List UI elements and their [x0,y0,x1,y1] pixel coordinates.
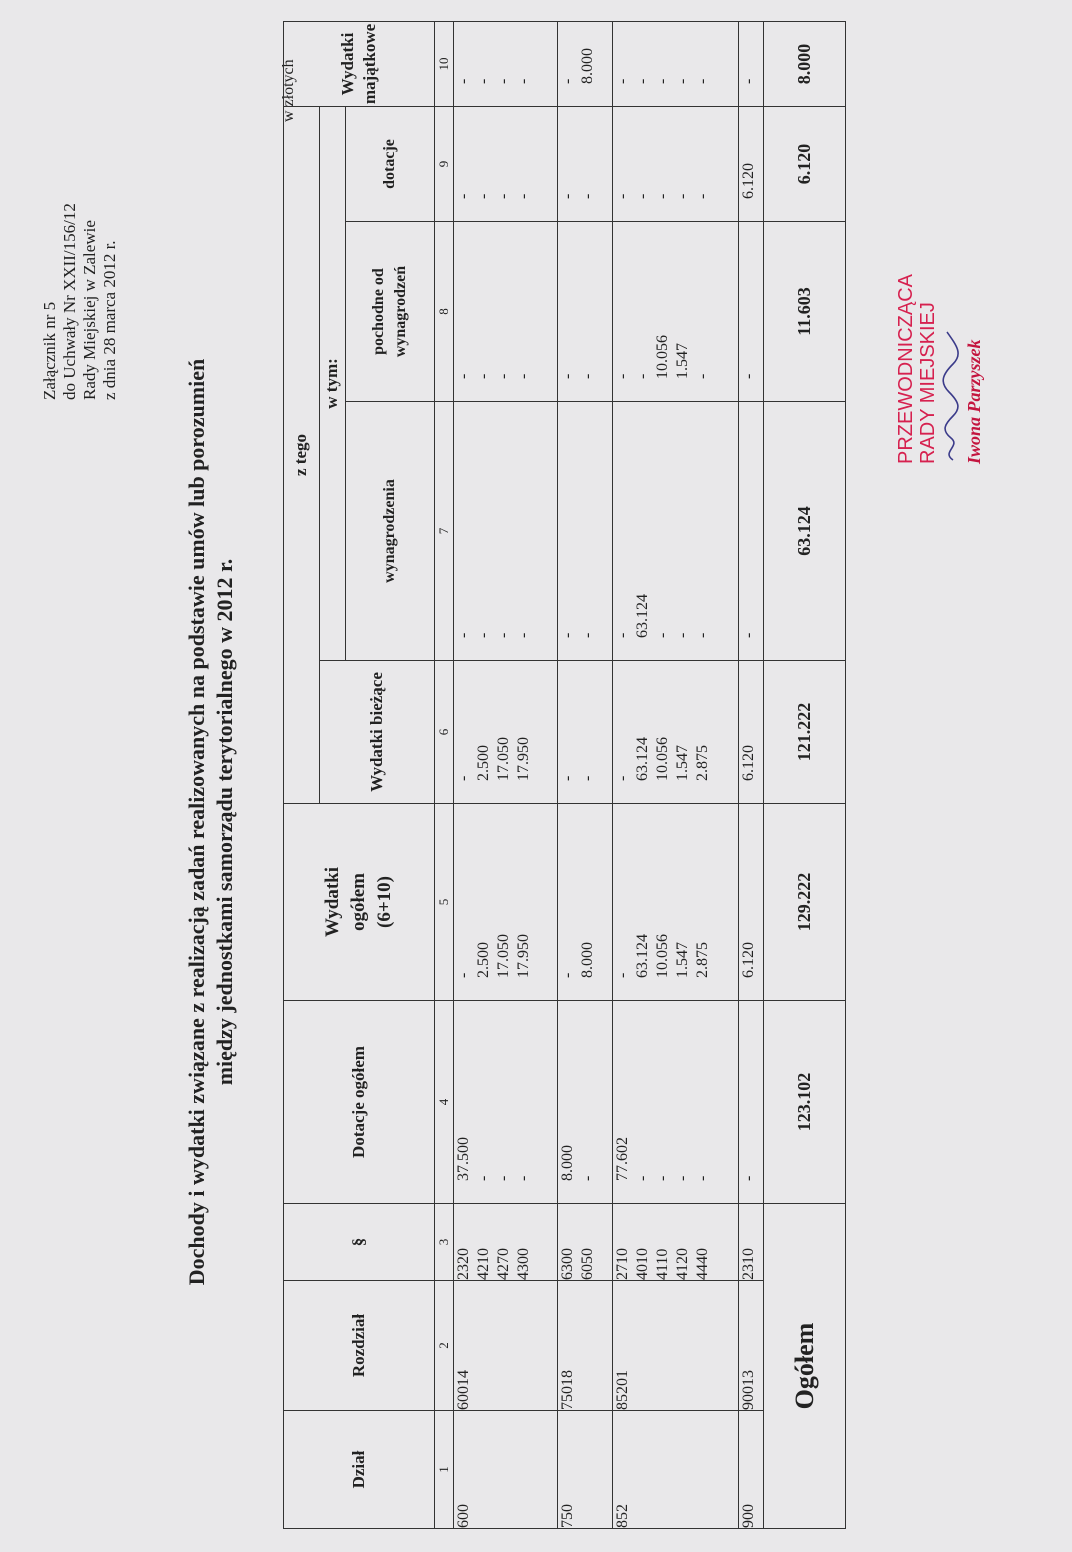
cell-value: - [455,78,473,84]
wydatki-majatkowe-cell [739,21,764,106]
cell-value: 1.547 [673,942,691,978]
cell-value: - [613,373,631,379]
cell-value: 8.000 [578,942,596,978]
cell-value: - [578,373,596,379]
column-number: 8 [434,222,454,402]
header-wydatki-ogolem-line: (6+10) [373,876,395,928]
cell-value: 17.050 [495,737,513,781]
paragraf-cell [454,1204,557,1281]
cell-value: - [633,78,651,84]
cell-value: - [455,373,473,379]
cell-value: - [633,193,651,199]
table-row [739,21,764,1528]
cell-value: 6.120 [740,745,758,781]
dotacje-cell [612,106,738,221]
dzial-cell: 600 [454,1411,557,1529]
header-paragraf: § [284,1204,435,1281]
cell-value: - [693,373,711,379]
wydatki-ogolem-cell [454,804,557,1001]
cell-value: - [475,373,493,379]
wydatki-biezace-cell [557,661,612,804]
cell-value: - [613,972,631,978]
wydatki-ogolem-cell [612,804,738,1001]
cell-value: 10.056 [653,335,671,379]
cell-value: 6.120 [740,163,758,199]
column-number-row [434,21,454,1528]
cell-value: - [740,632,758,638]
cell-value: - [558,775,576,781]
chair-stamp [895,274,985,464]
cell-value: 2310 [740,1248,758,1280]
cell-value: 6300 [558,1248,576,1280]
column-number: 1 [434,1411,454,1529]
signature-scribble [939,324,963,464]
rozdzial-cell: 60014 [454,1281,557,1411]
cell-value: - [633,373,651,379]
cell-value: - [653,78,671,84]
cell-value: - [653,1175,671,1181]
attachment-line: z dnia 28 marca 2012 r. [100,240,119,400]
cell-value: 4210 [475,1248,493,1280]
cell-value: - [475,632,493,638]
attachment-line: Załącznik nr 5 [40,301,59,400]
cell-value: - [653,632,671,638]
dotacje-cell [739,106,764,221]
cell-value: - [613,78,631,84]
cell-value: 2.875 [693,745,711,781]
header-wydatki-ogolem [284,804,435,1001]
cell-value: 2.500 [475,745,493,781]
cell-value: - [515,632,533,638]
cell-value: 17.950 [515,737,533,781]
cell-value: - [495,373,513,379]
attachment-line: Rady Miejskiej w Zalewie [80,220,99,400]
cell-value: - [515,193,533,199]
header-dotacje: dotacje [346,106,434,221]
wydatki-biezace-cell [454,661,557,804]
cell-value: - [578,775,596,781]
cell-value: - [578,632,596,638]
cell-value: 4010 [633,1248,651,1280]
pochodne-cell [557,222,612,402]
wynagrodzenia-cell [612,402,738,661]
cell-value: - [673,632,691,638]
cell-value: 1.547 [673,745,691,781]
wydatki-biezace-cell [739,661,764,804]
cell-value: - [558,373,576,379]
cell-value: - [475,78,493,84]
cell-value: 1.547 [673,343,691,379]
cell-value: - [740,1175,758,1181]
cell-value: - [475,1175,493,1181]
pochodne-cell [454,222,557,402]
attachment-line: do Uchwały Nr XXII/156/12 [60,203,79,400]
pochodne-cell [612,222,738,402]
cell-value: - [455,775,473,781]
cell-value: - [613,632,631,638]
cell-value: 4440 [693,1248,711,1280]
cell-value: - [578,1175,596,1181]
cell-value: - [515,373,533,379]
cell-value: 10.056 [653,737,671,781]
wynagrodzenia-cell [454,402,557,661]
stamp-name: Iwona Parzyszek [964,339,984,464]
cell-value: - [455,972,473,978]
cell-value: 2710 [613,1248,631,1280]
cell-value: - [740,78,758,84]
column-number: 6 [434,661,454,804]
total-wynagrodzenia: 63.124 [764,402,846,661]
header-wydatki-ogolem-line: ogółem [347,872,369,932]
header-wydatki-majatkowe: Wydatki majątkowe [284,21,435,106]
cell-value: 2320 [455,1248,473,1280]
dotacje-cell [454,106,557,221]
cell-value: - [495,1175,513,1181]
total-dotacje: 6.120 [764,106,846,221]
column-number: 4 [434,1001,454,1204]
document-title [183,292,239,1352]
cell-value: - [558,972,576,978]
wydatki-ogolem-cell [739,804,764,1001]
cell-value: - [673,1175,691,1181]
pochodne-cell [739,222,764,402]
dotacje-cell [557,106,612,221]
dotacje-ogolem-cell [557,1001,612,1204]
header-pochodne: pochodne od wynagrodzeń [346,222,434,402]
table-body [454,21,764,1528]
attachment-note [40,203,120,400]
wydatki-majatkowe-cell [454,21,557,106]
cell-value: 2.500 [475,942,493,978]
cell-value: 4110 [653,1248,671,1280]
column-number: 5 [434,804,454,1001]
cell-value: - [578,193,596,199]
header-dzial: Dział [284,1411,435,1529]
cell-value: - [495,632,513,638]
cell-value: - [558,193,576,199]
cell-value: - [653,193,671,199]
cell-value: 37.500 [455,1137,473,1181]
wynagrodzenia-cell [739,402,764,661]
cell-value: - [455,632,473,638]
wynagrodzenia-cell [557,402,612,661]
cell-value: - [693,78,711,84]
total-wydatki-majatkowe: 8.000 [764,21,846,106]
header-dotacje-ogolem: Dotacje ogółem [284,1001,435,1204]
dzial-cell: 750 [557,1411,612,1529]
wydatki-biezace-cell [612,661,738,804]
wydatki-majatkowe-cell [612,21,738,106]
header-z-tego: z tego [284,106,320,803]
cell-value: 2.875 [693,942,711,978]
cell-value: 10.056 [653,934,671,978]
cell-value: 77.602 [613,1137,631,1181]
cell-value: - [495,78,513,84]
table-row [557,21,612,1528]
total-wydatki-biezace: 121.222 [764,661,846,804]
dotacje-ogolem-cell [739,1001,764,1204]
cell-value: 63.124 [633,594,651,638]
cell-value: - [558,78,576,84]
column-number: 2 [434,1281,454,1411]
wydatki-ogolem-cell [557,804,612,1001]
rozdzial-cell: 85201 [612,1281,738,1411]
cell-value: - [475,193,493,199]
budget-table [283,21,846,1529]
cell-value: - [693,193,711,199]
cell-value: - [693,632,711,638]
wydatki-majatkowe-cell [557,21,612,106]
cell-value: 4120 [673,1248,691,1280]
total-row [764,21,846,1528]
cell-value: - [613,775,631,781]
cell-value: - [740,373,758,379]
unit-label: w złotych [280,59,297,122]
cell-value: - [673,193,691,199]
title-line-1: Dochody i wydatki związane z realizacją zadań realizowanych na podstawie umów lub porozumień [184,358,209,1286]
header-wynagrodzenia: wynagrodzenia [346,402,434,661]
cell-value: - [673,78,691,84]
cell-value: - [515,1175,533,1181]
paragraf-cell [557,1204,612,1281]
cell-value: 8.000 [558,1145,576,1181]
dotacje-ogolem-cell [612,1001,738,1204]
cell-value: 17.050 [495,934,513,978]
cell-value: 63.124 [633,737,651,781]
stamp-line-2: RADY MIEJSKIEJ [917,302,939,464]
table-row [454,21,557,1528]
column-number: 7 [434,402,454,661]
cell-value: - [613,193,631,199]
cell-value: 17.950 [515,934,533,978]
cell-value: - [633,1175,651,1181]
cell-value: - [558,632,576,638]
total-wydatki-ogolem: 129.222 [764,804,846,1001]
rozdzial-cell: 75018 [557,1281,612,1411]
dotacje-ogolem-cell [454,1001,557,1204]
stamp-line-1: PRZEWODNICZĄCA [895,274,917,464]
total-dotacje-ogolem: 123.102 [764,1001,846,1204]
dzial-cell: 852 [612,1411,738,1529]
dzial-cell: 900 [739,1411,764,1529]
column-number: 3 [434,1204,454,1281]
header-w-tym: w tym: [319,106,345,660]
title-line-2: między jednostkami samorządu terytorialnego w 2012 r. [212,558,237,1086]
rozdzial-cell: 90013 [739,1281,764,1411]
table-row [612,21,738,1528]
cell-value: - [495,193,513,199]
total-pochodne: 11.603 [764,222,846,402]
header-wydatki-ogolem-line: Wydatki [321,866,343,938]
cell-value: 8.000 [578,47,596,84]
column-number: 9 [434,106,454,221]
cell-value: - [693,1175,711,1181]
cell-value: 6.120 [740,942,758,978]
total-label: Ogółem [764,1204,846,1529]
paragraf-cell [612,1204,738,1281]
header-wydatki-biezace: Wydatki bieżące [319,661,434,804]
column-number: 10 [434,21,454,106]
cell-value: 63.124 [633,934,651,978]
header-rozdzial: Rozdział [284,1281,435,1411]
cell-value: - [515,78,533,84]
cell-value: 4270 [495,1248,513,1280]
cell-value: 4300 [515,1248,533,1280]
cell-value: 6050 [578,1248,596,1280]
paragraf-cell [739,1204,764,1281]
cell-value: - [455,193,473,199]
